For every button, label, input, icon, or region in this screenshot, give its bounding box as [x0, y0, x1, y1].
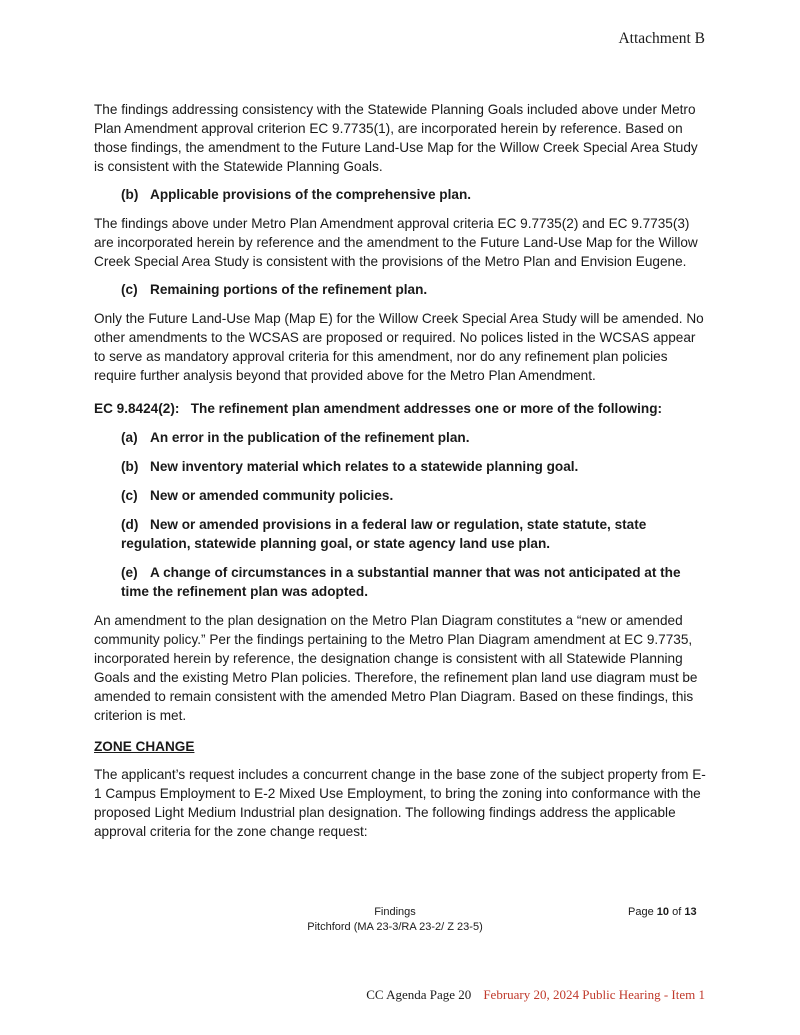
footer-title: Findings [374, 906, 416, 918]
list-item [94, 563, 709, 601]
paragraph-community-policy: An amendment to the plan designation on the Metro Plan Diagram constitutes a “new or amended community policy.” Per the findings pertaining to the Metro Plan Diagram amendment at EC 9.7735, incorporated herein by reference, the designation change is consistent with all Statewide Planning Goals and the existing Metro Plan policies. Therefore, the refinement plan land use diagram must be amended to remain consistent with the amended Metro Plan Diagram. Based on these findings, this criterion is met. [94, 613, 698, 723]
item-tag: (d) [121, 517, 139, 532]
attachment-label: Attachment B [618, 30, 705, 47]
list-item [94, 457, 709, 476]
paragraph-zone-change: The applicant’s request includes a concurrent change in the base zone of the subject property from E-1 Campus Employment to E-2 Mixed Use Employment, to bring the zoning into conformance with the proposed Light Medium Industrial plan designation. The following findings address the applicable approval criteria for the zone change request: [94, 767, 706, 839]
list-item [94, 486, 709, 505]
item-tag: (b) [121, 459, 139, 474]
item-text: New or amended provisions in a federal law or regulation, state statute, state regulation, statewide planning goal, or state agency land use plan. [121, 517, 647, 551]
item-text: New or amended community policies. [150, 488, 394, 503]
agenda-page: CC Agenda Page 20 [366, 987, 472, 1002]
item-tag: (a) [121, 430, 138, 445]
item-tag: (c) [121, 488, 138, 503]
ec-heading: EC 9.8424(2): The refinement plan amendment addresses one or more of the following: [94, 401, 663, 416]
page-total: 13 [684, 906, 697, 918]
criterion-c [94, 280, 709, 299]
paragraph-refinement-plan: Only the Future Land-Use Map (Map E) for the Willow Creek Special Area Study will be amended. No other amendments to the WCSAS are proposed or required. No polices listed in the WCSAS appear to serve as mandatory approval criteria for this amendment, nor do any refinement plan policies require further analysis beyond that provided above for the Metro Plan Amendment. [94, 311, 704, 383]
hearing-label: February 20, 2024 Public Hearing - Item 1 [483, 987, 705, 1002]
paragraph-comprehensive-plan: The findings above under Metro Plan Amendment approval criteria EC 9.7735(2) and EC 9.7735(3) are incorporated herein by reference and the amendment to the Future Land-Use Map for the Willow Creek Special Area Study is consistent with the provisions of the Metro Plan and Envision Eugene. [94, 216, 698, 269]
document-body [94, 100, 709, 850]
item-tag: (e) [121, 565, 138, 580]
page-of: of [672, 906, 682, 918]
zone-change-heading: ZONE CHANGE [94, 739, 195, 754]
page-number [628, 905, 697, 920]
paragraph-goals: The findings addressing consistency with the Statewide Planning Goals included above under Metro Plan Amendment approval criterion EC 9.7735(1), are incorporated herein by reference. Based on those findings, the amendment to the Future Land-Use Map for the Willow Creek Special Area Study is consistent with the Statewide Planning Goals. [94, 102, 698, 174]
criterion-c-tag: (c) [121, 282, 138, 297]
item-text: New inventory material which relates to a statewide planning goal. [150, 459, 579, 474]
item-text: A change of circumstances in a substantial manner that was not anticipated at the time the refinement plan was adopted. [121, 565, 681, 599]
criterion-b-tag: (b) [121, 187, 139, 202]
page-current: 10 [656, 906, 670, 918]
footer-case-number: Pitchford (MA 23-3/RA 23-2/ Z 23-5) [307, 921, 483, 933]
agenda-line [366, 987, 705, 1003]
page-prefix: Page [628, 906, 654, 918]
criterion-b [94, 185, 709, 204]
criterion-c-text: Remaining portions of the refinement plan. [150, 282, 428, 297]
item-text: An error in the publication of the refinement plan. [150, 430, 470, 445]
criterion-b-text: Applicable provisions of the comprehensive plan. [150, 187, 472, 202]
list-item [94, 428, 709, 447]
list-item [94, 515, 709, 553]
